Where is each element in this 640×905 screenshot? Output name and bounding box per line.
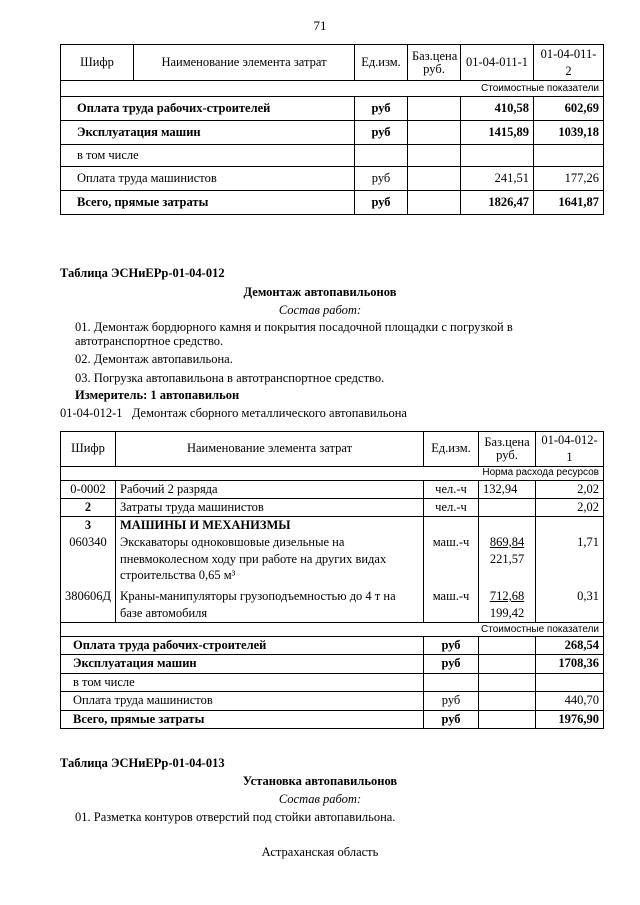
r2-code: 2 <box>61 498 116 516</box>
row-machines-v2: 1039,18 <box>534 121 604 145</box>
r4-unit: маш.-ч <box>424 534 479 585</box>
measure-unit: Измеритель: 1 автопавильон <box>75 388 240 402</box>
r5-code: 380606Д <box>61 584 116 622</box>
c-total-value: 1976,90 <box>536 710 604 728</box>
col-unit-header: Ед.изм. <box>355 45 408 81</box>
r5-name: Краны-манипуляторы грузоподъемностью до 4 т на базе автомобиля <box>116 584 424 622</box>
work-item-1a: 01. Демонтаж бордюрного камня и покрытия посадочной площадки с погрузкой в <box>75 320 513 334</box>
row-including-name: в том числе <box>61 145 355 167</box>
c-total-unit: руб <box>424 710 479 728</box>
c-operators-unit: руб <box>424 691 479 710</box>
row-operators-v2: 177,26 <box>534 167 604 191</box>
col-price-header: Баз.цена руб. <box>479 432 536 467</box>
c-labor-value: 268,54 <box>536 637 604 655</box>
table-2 <box>60 431 604 729</box>
col-1-header: 01-04-011-1 <box>461 45 534 81</box>
r2-value: 2,02 <box>536 498 604 516</box>
c-operators-name: Оплата труда машинистов <box>61 691 424 710</box>
col-2-header: 01-04-011-2 <box>534 45 604 81</box>
r5-value: 0,31 <box>536 584 604 622</box>
section-resource-norms: Норма расхода ресурсов <box>61 466 604 480</box>
row-total-v2: 1641,87 <box>534 191 604 215</box>
row-machines-unit: руб <box>355 121 408 145</box>
col-code-header: Шифр <box>61 432 116 467</box>
row-total-v1: 1826,47 <box>461 191 534 215</box>
row-operators-v1: 241,51 <box>461 167 534 191</box>
r4-value: 1,71 <box>536 534 604 585</box>
row-labor-v1: 410,58 <box>461 97 534 121</box>
r4-price: 869,84 221,57 <box>479 534 536 585</box>
row-labor-v2: 602,69 <box>534 97 604 121</box>
col-unit-header: Ед.изм. <box>424 432 479 467</box>
item-code-line: 01-04-012-1 Демонтаж сборного металлического автопавильона <box>60 406 407 420</box>
r3-name: МАШИНЫ И МЕХАНИЗМЫ <box>116 516 424 533</box>
row-machines-v1: 1415,89 <box>461 121 534 145</box>
table-title-012: Таблица ЭСНиЕРр-01-04-012 <box>60 266 225 280</box>
r1-unit: чел.-ч <box>424 480 479 498</box>
col-code-header: Шифр <box>61 45 134 81</box>
r1-code: 0-0002 <box>61 480 116 498</box>
row-total-name: Всего, прямые затраты <box>61 191 355 215</box>
footer-region: Астраханская область <box>261 845 379 859</box>
r4-code: 060340 <box>61 534 116 585</box>
r1-value: 2,02 <box>536 480 604 498</box>
work-item-3: 03. Погрузка автопавильона в автотранспортное средство. <box>75 371 385 385</box>
page-number: 71 <box>313 18 327 33</box>
r2-unit: чел.-ч <box>424 498 479 516</box>
row-labor-name: Оплата труда рабочих-строителей <box>61 97 355 121</box>
row-operators-unit: руб <box>355 167 408 191</box>
c-machines-value: 1708,36 <box>536 654 604 673</box>
table-1 <box>60 44 604 215</box>
r5-price: 712,68 199,42 <box>479 584 536 622</box>
col-1-header: 01-04-012-1 <box>536 432 604 467</box>
row-operators-name: Оплата труда машинистов <box>61 167 355 191</box>
work-item-013-1: 01. Разметка контуров отверстий под стойки автопавильона. <box>75 810 396 824</box>
r4-name: Экскаваторы одноковшовые дизельные на пневмоколесном ходу при работе на других видах строительства 0,65 м³ <box>116 534 424 585</box>
work-item-1b: автотранспортное средство. <box>75 334 224 348</box>
c-labor-unit: руб <box>424 637 479 655</box>
col-name-header: Наименование элемента затрат <box>116 432 424 467</box>
r2-name: Затраты труда машинистов <box>116 498 424 516</box>
section-heading-012: Демонтаж автопавильонов <box>243 285 397 299</box>
section-heading-013: Установка автопавильонов <box>242 774 398 788</box>
r5-unit: маш.-ч <box>424 584 479 622</box>
work-item-2: 02. Демонтаж автопавильона. <box>75 352 233 366</box>
c-total-name: Всего, прямые затраты <box>61 710 424 728</box>
row-machines-name: Эксплуатация машин <box>61 121 355 145</box>
c-operators-value: 440,70 <box>536 691 604 710</box>
row-total-unit: руб <box>355 191 408 215</box>
r1-name: Рабочий 2 разряда <box>116 480 424 498</box>
section-cost-indicators: Стоимостные показатели <box>61 81 604 97</box>
col-price-header: Баз.цена руб. <box>408 45 461 81</box>
c-machines-name: Эксплуатация машин <box>61 654 424 673</box>
col-name-header: Наименование элемента затрат <box>134 45 355 81</box>
row-labor-unit: руб <box>355 97 408 121</box>
c-labor-name: Оплата труда рабочих-строителей <box>61 637 424 655</box>
c-machines-unit: руб <box>424 654 479 673</box>
c-including-name: в том числе <box>61 673 424 691</box>
r1-price: 132,94 <box>479 480 536 498</box>
table-title-013: Таблица ЭСНиЕРр-01-04-013 <box>60 756 225 770</box>
r3-code: 3 <box>61 516 116 533</box>
composition-label-012: Состав работ: <box>278 303 362 317</box>
section-cost-indicators: Стоимостные показатели <box>61 623 604 637</box>
composition-label-013: Состав работ: <box>278 792 362 806</box>
